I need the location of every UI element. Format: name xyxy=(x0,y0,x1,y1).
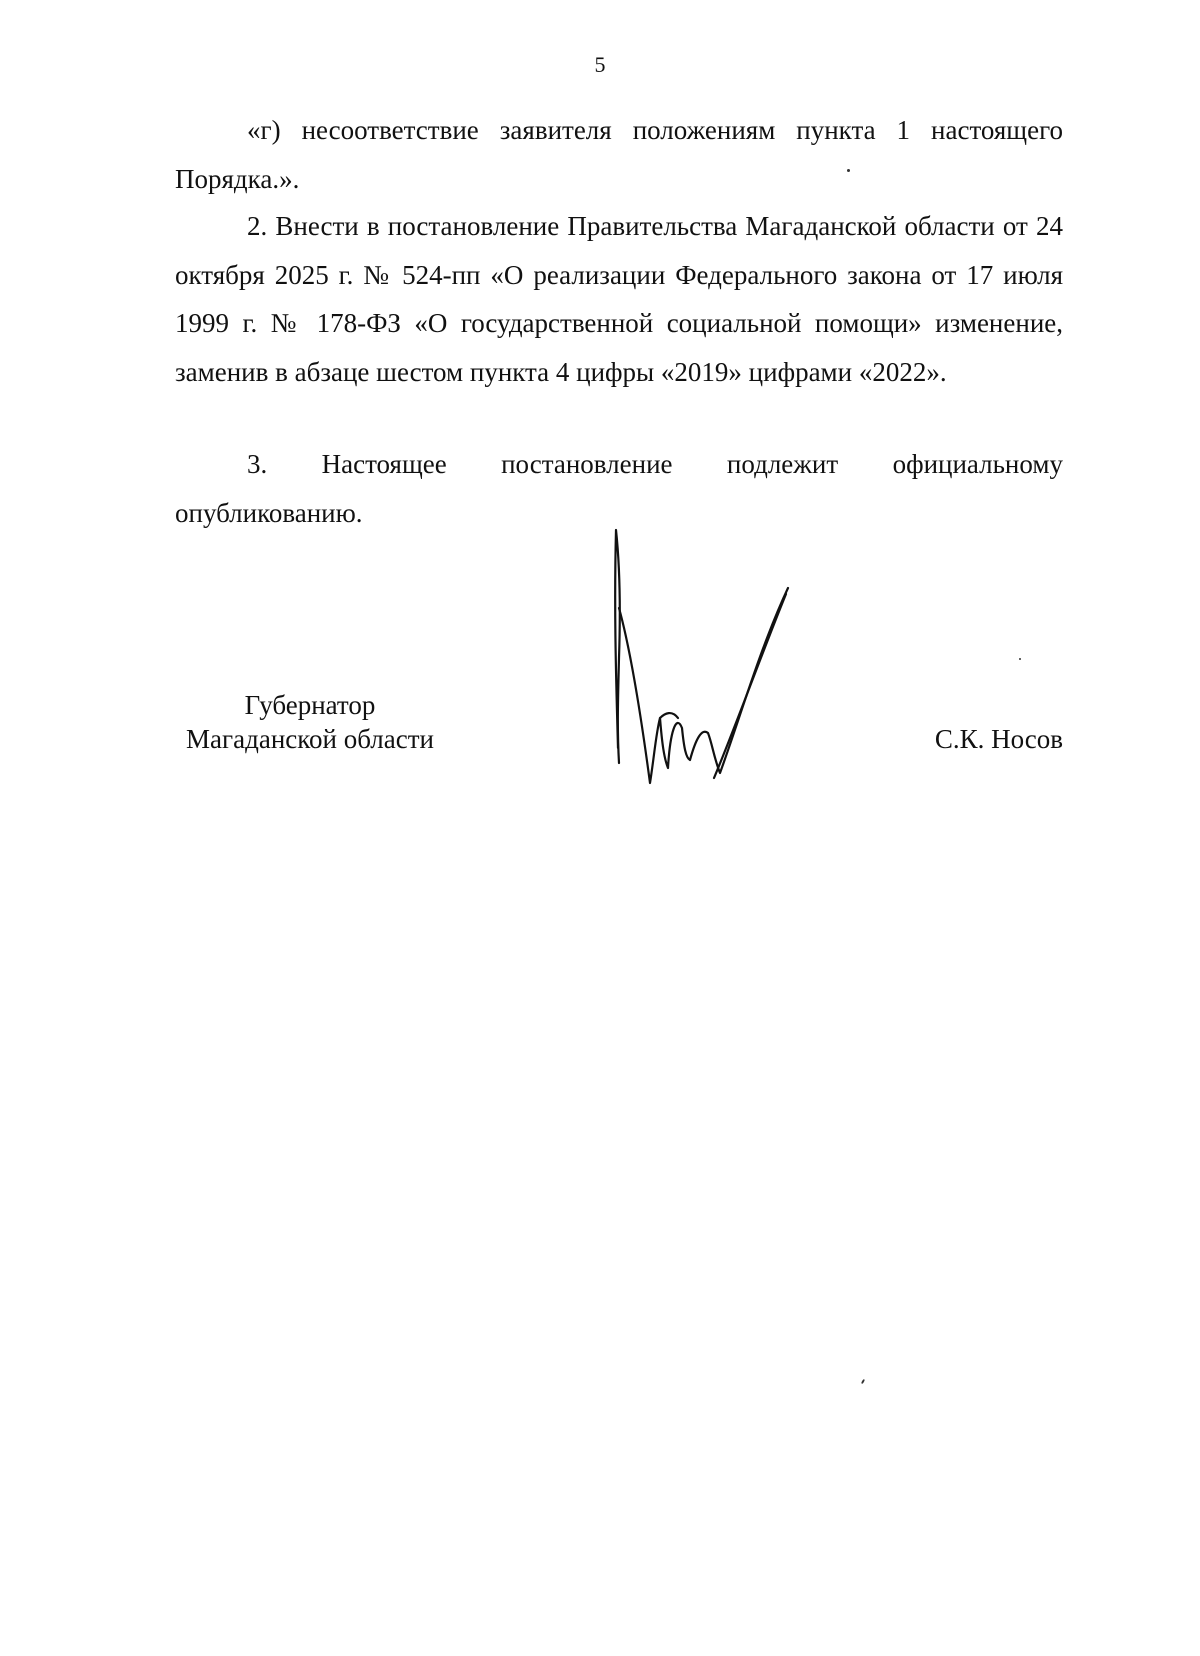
signer-position xyxy=(175,688,445,756)
paragraph-word: Настоящее xyxy=(321,449,447,479)
paragraph-first-line xyxy=(175,440,1063,489)
paragraph-word: подлежит xyxy=(726,449,839,479)
position-line-1: Губернатор xyxy=(244,690,376,720)
scan-speck xyxy=(1019,658,1021,660)
paragraph-word: официальному xyxy=(892,449,1063,479)
page-number: 5 xyxy=(594,52,606,77)
paragraph-item-3 xyxy=(175,440,1063,537)
paragraph-item-g xyxy=(175,106,1063,203)
paragraph-text: «г) несоответствие заявителя положениям пункта 1 настоящего Порядка.». xyxy=(175,115,1063,194)
paragraph-item-2 xyxy=(175,202,1063,396)
scan-speck xyxy=(847,169,850,172)
handwritten-signature xyxy=(610,528,800,798)
paragraph-word: постановление xyxy=(501,449,673,479)
scan-speck xyxy=(861,1379,865,1384)
position-line-2: Магаданской области xyxy=(186,724,434,754)
paragraph-continuation: опубликованию. xyxy=(175,497,363,528)
paragraph-text: 2. Внести в постановление Правительства Магаданской области от 24 октября 2025 г. № 524-пп «О реализации Федерального закона от 17 июля 1999 г. № 178-ФЗ «О государственной социальной помощи» изменение, заменив в абзаце шестом пункта 4 цифры «2019» цифрами «2022». xyxy=(175,211,1063,387)
signer-name: С.К. Носов xyxy=(934,724,1063,754)
paragraph-word: 3. xyxy=(247,449,268,479)
